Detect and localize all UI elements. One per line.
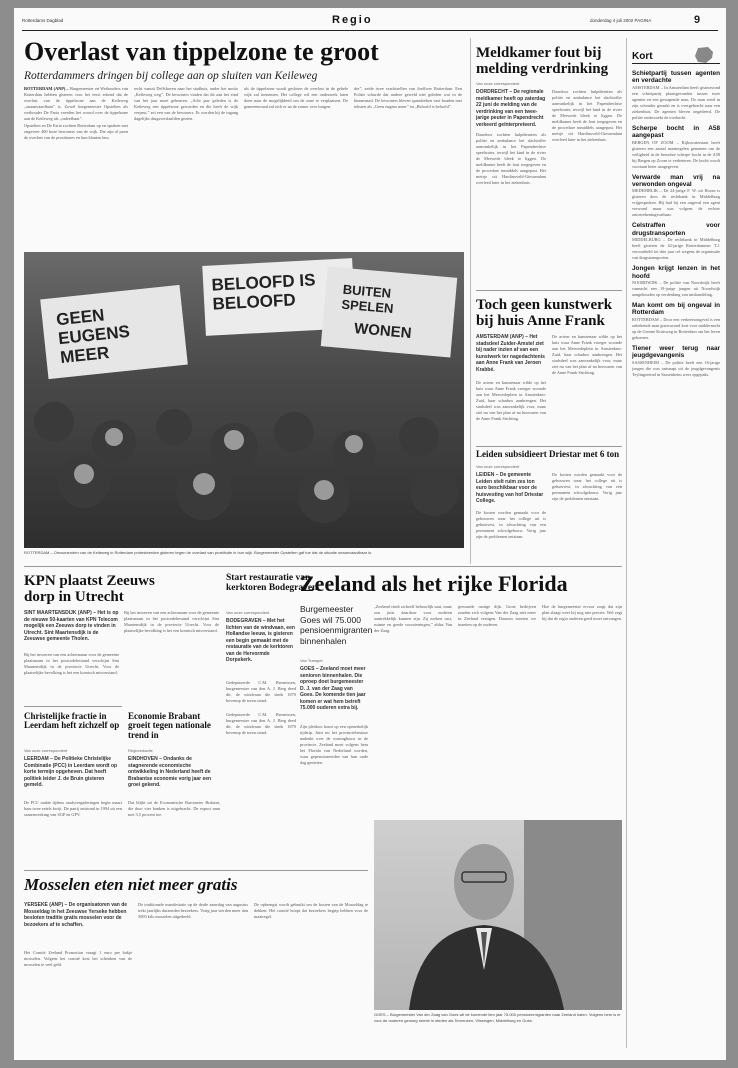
restauratie-headline: Start restauratie van kerktoren Bodegraven (226, 573, 318, 593)
leiden-byline: Van onze correspondent (476, 464, 520, 469)
zeeland-headline: Zeeland als het rijke Florida (300, 571, 568, 596)
page-header (22, 12, 718, 28)
kpn-headline: KPN plaatst Zeeuws dorp in Utrecht (24, 573, 155, 605)
mosselen-col-3: De opbrengst wordt gebruikt om de kosten van de Mosseldag te dekken. Het comité hoopt dat bezoekers begrip hebben voor de maatregel. (254, 902, 368, 919)
photo-caption: ROTTERDAM – Omwonenden van de Keileweg in Rotterdam protesteerden gisteren tegen de overlast van prostitutie in hun wijk. Burgemeester Opstelten gaf toe dat de situatie onaanvaardbaar is. (24, 550, 373, 555)
zeeland-body: Zijn pleidooi komt op een opmerkelijk tijdstip. Juist nu het provinciebestuur nadenkt over de woningbouw in de provincie. Zeeland moet volgens hem het Florida van Nederland worden, waar gepensioneerden van hun oude dag genieten. (300, 724, 368, 765)
restauratie-body-2: Gedeputeerde C.M. Breunissen, burgemeester van den A. J. Berg deed dit, de windvaan die sinds 1870 bovenop de toren stond. (226, 712, 296, 735)
paragraph: Burgemeester en Wethouders van Rotterdam hebben gisteren voor het eerst erkend dat de overlast van de tippelzone aan de Keileweg „onaanvaardbaar” is. Zowel burgemeester Opstelten als wethouder De Faria voerden het woord over de tippelzone aan de Keileweg als „onleefbaar”. (24, 86, 128, 121)
zeeland-lead: GOES – Zeeland moet meer senioren binnenhalen. Die oproep doet burgemeester D. J. van der Zaag van Goes. De komende tien jaar komen er wat hem betreft 75.000 ouderen extra bij. (300, 666, 366, 711)
annefrank-body-2: De acteur en kunstenaar wilde op het huis waar Anne Frank vroeger woonde aan het Merwedeplein in Amsterdam-Zuid, haar schaduw aanbrengen. Het stadsdeel was aanvankelijk voor, maar ziet nu van het plan af na bezwaren van de Anne Frank Stichting. (552, 334, 622, 375)
sign-text-3: GEEN EUGENS MEER (55, 305, 131, 368)
annefrank-lead: AMSTERDAM (ANP) – Het stadsdeel Zuider-Amstel ziet bij nader inzien af van een kunstwerk ter nagedachtenis aan Anne Frank van Jeroen Krabbé. (476, 334, 545, 373)
sign-text-1: BELOOFD IS BELOOFD (211, 270, 316, 314)
annefrank-body: De acteur en kunstenaar wilde op het huis waar Anne Frank vroeger woonde aan het Merwedeplein in Amsterdam-Zuid, haar schaduw aanbrengen. Het stadsdeel was aanvankelijk voor, maar ziet nu van het plan af na bezwaren van de Anne Frank Stichting. (476, 380, 546, 421)
mosselen-headline: Mosselen eten niet meer gratis (24, 875, 238, 894)
leiden-headline: Leiden subsidieert Driestar met 6 ton (476, 449, 620, 459)
kort-item-head: Jongen krijgt lenzen in het hoofd (632, 265, 720, 280)
economie-body: Dat blijkt uit de Economische Barometer Brabant, die door vier banken is uitgebracht. De export nam met 3,5 procent toe. (128, 800, 220, 817)
kort-item-head: Scherpe bocht in A58 aangepast (632, 124, 720, 140)
economie-lead: EINDHOVEN – Ondanks de stagnerende economische ontwikkeling in Nederland heeft de Brabantse economie vorig jaar een groei gekend. (128, 756, 212, 788)
zeeland-col-2: „Zeeland vindt zichzelf behoorlijk saai, maar zou juist daardoor voor ouderen aantrekkelijk kunnen zijn. Zij zoeken rust, ruimte en goede voorzieningen,” aldus Van der Zaag. (374, 604, 452, 633)
mosselen-col-2: De traditionele manifestatie op de derde zaterdag van augustus trekt jaarlijks duizenden bezoekers. Vorig jaar werden meer dan 5000 kilo mosselen uitgedeeld. (138, 902, 248, 919)
paragraph: der”, zeide twee vrachtsellen van Joeffwer Rotterdam. Een Politie schurde dat andere geweld niet geleden wat in de binnenstad. De bewoners bleven spandoeken vast houden met teksten als „Geen eugens meer” en „Beloofd is beloofd”. (354, 86, 462, 109)
column-divider (470, 38, 471, 564)
restauratie-byline: Van onze correspondent (226, 610, 270, 615)
kort-column (632, 66, 720, 1046)
paper-name: Rotterdams Dagblad (22, 18, 64, 23)
economie-byline: Regioredactie (128, 748, 153, 753)
section-rule (24, 566, 622, 567)
kpn-body: Bij het invoeren van een achternaam voor de gemeente plaatsnaam in het postcodebestand verschijnt Sint Maartensdijk in de provincie Utrecht. Voor de plaatselijke bevolking is het een komisch misverstand. (24, 652, 119, 675)
kort-item-head: Verwarde man vrij na verwonden ongeval (632, 173, 720, 189)
netherlands-map-icon (692, 46, 716, 64)
christelijke-body: De PCC raakte tijdens raadsvergaderingen begin maart haar twee zetels kwijt. De partij ontstond in 1994 uit een samenwerking van SGP en GPV. (24, 800, 122, 817)
main-col-3 (244, 86, 348, 246)
protest-photo (24, 252, 464, 548)
zeeland-subhead: Burgemeester Goes wil 75.000 pensioenmigranten binnenhalen (300, 604, 373, 646)
leiden-body-2: De kosten worden gemaakt voor de gebouwen waar het college uit is gehuisvest, in afwachting van een permanent schoolgebouw. Vorig jaar zijn de problemen ontstaan. (552, 472, 622, 501)
leiden-body: De kosten worden gemaakt voor de gebouwen waar het college uit is gehuisvest, in afwachting van een permanent schoolgebouw. Vorig jaar zijn de problemen ontstaan. (476, 510, 546, 539)
restauratie-lead: BODEGRAVEN – Met het lichten van de windvaan, een Hollandse leeuw, is gisteren een begin gemaakt met de restauratie van de kerktoren van de Hervormde Dorpskerk. (226, 618, 295, 663)
mosselen-body: Het Comité Zeeland Promotion vraagt 1 euro per bakje mosselen. Volgens het comité kost het schenken van de mosselen te veel geld. (24, 950, 132, 967)
christelijke-headline: Christelijke fractie in Leerdam heft zichzelf op (24, 711, 120, 731)
kort-item-text: NOORDWIJK – De politie van Noordwijk heeft vannacht een 19-jarige jongen uit Noordwijk aangehouden op verdenking van mishandeling. (632, 280, 720, 298)
newspaper-page (14, 8, 726, 1060)
article-rule (476, 446, 622, 447)
kort-header (632, 46, 720, 64)
kort-title: Kort (632, 51, 653, 62)
meldkamer-byline: Van onze correspondent (476, 81, 520, 86)
article-rule (476, 290, 622, 291)
dateline: ROTTERDAM (ANP) – (24, 86, 69, 91)
meldkamer-lead: DORDRECHT – De regionale meldkamer heeft op zaterdag 22 juni de melding van de verdrinking van een twee-jarige peuter in Papendrecht verkeerd geïnterpreteerd. (476, 89, 546, 128)
main-col-1 (24, 86, 128, 246)
date-page: donderdag 4 juli 2002 PAGINA (590, 18, 652, 23)
kort-item-text: SASSENHEIM – De politie heeft een 16-jarige jongen die was ontsnapt uit de jeugdgevangenis Teylingereind in Sassenheim weer opgepakt. (632, 359, 720, 377)
kort-item-head: Celstraffen voor drugstransporten (632, 222, 720, 237)
sign-text-2: BUITEN SPELEN (340, 281, 395, 317)
christelijke-lead: LEERDAM – De Politieke Christelijke Combinatie (PCC) in Leerdam wordt op korte termijn opgeheven. Dat heeft politiek leider J. de Bruin gisteren gemeld. (24, 756, 118, 788)
economie-headline: Economie Brabant groeit tegen nationale trend in (128, 711, 211, 740)
section-title: Regio (332, 14, 373, 26)
main-subhead: Rotterdammers dringen bij college aan op sluiten van Keileweg (24, 70, 318, 82)
kort-item-head: Tiener weer terug naar jeugdgevangenis (632, 344, 720, 360)
meldkamer-headline: Meldkamer fout bij melding verdrinking (476, 45, 609, 77)
restauratie-body: Gedeputeerde C.M. Breunissen, burgemeester van den A. J. Berg deed dit, de windvaan die sinds 1870 bovenop de toren stond. (226, 680, 296, 703)
article-rule (24, 706, 122, 707)
main-col-4 (354, 86, 462, 246)
meldkamer-body-2 (552, 89, 622, 282)
kort-item-text: ROTTERDAM – Door een verkeersongeval is een onbekende man gisteravond kort voor middernacht op de Groene Kruisweg in Rotterdam om het leven gekomen. (632, 316, 720, 340)
zeeland-col-3: gewaarde rustige dijk. Grote bedrijven zouden zich volgens Van der Zaag niet meer in Zeeland vestigen. Daarom moeten we inzetten op de ouderen. (458, 604, 536, 627)
main-col-2 (134, 86, 238, 246)
sign-text-4: WONEN (353, 320, 413, 343)
kort-item-text: BERGEN OP ZOOM – Rijkswaterstaat heeft gisteren een aantal maatregelen genomen om de veiligheid in de beruchte scherpe bocht in de A58 bij Bergen op Zoom te verbeteren. De bocht wordt voortaan beter aangegeven. (632, 139, 720, 169)
mayor-photo-graphic (374, 820, 622, 1010)
kpn-lead: SINT MAARTENSDIJK (ANP) – Het is op de nieuwe 50-kaarten van KPN Telecom mogelijk een Zeeuws dorp te vinden in Utrecht. Sint Maartensdijk is de Zeeuwse gemeente Tholen. (24, 610, 119, 642)
column-divider (626, 38, 627, 1048)
header-rule (22, 30, 718, 31)
paragraph: recht vanuit Delfshaven naar het stadhuis, onder het motto „Keileweg weg”. De bewoners vinden dat dit aan het eind van het jaar moet gebeuren. „Acht jaar geleden is de Keileweg een tippelzone geworden en die heeft de wijk verpest,” zei een van de bewoners. Er worden bij de ingang dagelijks drugsverslaafden gezien. (134, 86, 238, 121)
page-number: 9 (694, 14, 701, 26)
mayor-photo (374, 820, 622, 1010)
mosselen-lead: YERSEKE (ANP) – De organisatoren van de Mosseldag in het Zeeuwse Yerseke hebben besloten traditie gratis mosselen voor de bezoekers af te schaffen. (24, 902, 128, 928)
paragraph: Daardoor zochten hulpdiensten als politie en ambulance het slachtoffer aanvankelijk in het Papendrechtse speelwater, terwijl het kind in de rivier de Merwede bleek te liggen. De meldkamer heeft de fout toegegeven en de procedure inmiddels aangepast. Het meisje uit Hardinxveld-Giessendam overleed later in het ziekenhuis. (552, 89, 622, 142)
article-rule (24, 870, 368, 871)
kpn-body-2: Bij het invoeren van een achternaam voor de gemeente plaatsnaam in het postcodebestand verschijnt Sint Maartensdijk in de provincie Utrecht. Voor de plaatselijke bevolking is het een komisch misverstand. (124, 610, 219, 633)
kort-item-text: AMSTERDAM – In Amsterdam heeft gisteravond een schietpartij plaatsgevonden tussen twee agenten en een gewapende man. De man werd in zijn schouder geraakt en is overgebracht naar een ziekenhuis. De agenten bleven ongedeerd. De politie onderzoekt de toedracht. (632, 84, 720, 120)
kort-item-head: Man komt om bij ongeval in Rotterdam (632, 302, 720, 317)
kort-item-head: Schietpartij tussen agenten en verdachte (632, 70, 720, 85)
zeeland-col-4: Hoe de burgemeester ervoor zorgt dat zijn plan slaagt weet hij nog niet precies. Wel zegt hij dat de regio ouderen goed moet ontvangen. (542, 604, 622, 621)
christelijke-byline: Van onze correspondent (24, 748, 68, 753)
paragraph: Opstelten en De Faria zochten Rotterdam op en spraken met ongeveer 400 boze bewoners van de wijk. Die zijn al jaren de overlast van de prostituees en hun klanten beu. (24, 123, 128, 140)
meldkamer-body: Daardoor zochten hulpdiensten als politie en ambulance het slachtoffer aanvankelijk in het Papendrechtse speelwater, terwijl het kind in de rivier de Merwede bleek te liggen. De meldkamer heeft de fout toegegeven en de procedure inmiddels aangepast. Het meisje uit Hardinxveld-Giessendam overleed later in het ziekenhuis. (476, 132, 546, 185)
kort-item-text: MIDDELBURG – De rechtbank in Middelburg heeft gisteren de 42-jarige Rotterdammer T.J. veroordeeld tot drie jaar cel wegens de organisatie van drugstransporten. (632, 237, 720, 261)
kort-item-text: MEDEMBLIK – De 24-jarige F. W. uit Hoorn is gisteren door de rechtbank in Middelburg vrijgesproken. Hij had bij een ongeval een agent verwond maar was volgens de rechter ontoerekeningsvatbaar. (632, 188, 720, 218)
main-headline: Overlast van tippelzone te groot (24, 37, 379, 66)
zeeland-byline: Van Trampet (300, 658, 323, 663)
mayor-photo-caption: GOES – Burgemeester Van der Zaag van Goes wil de komende tien jaar 75.000 pensioenmigranten naar Zeeland halen. Volgens hem is er voor de ouderen genoeg ruimte in steden als Terneuzen, Vlissingen, Middelburg en Goes. (374, 1012, 621, 1023)
leiden-lead: LEIDEN – De gemeente Leiden stelt ruim zes ton euro beschikbaar voor de huisvesting van hof Driestar College. (476, 472, 544, 504)
paragraph: als de tippelzone wordt gesloten de overlast in de gehele wijk zal toenemen. Het college wil een onderzoek laten doen naar de mogelijkheid om de zone te verplaatsen. De gemeenteraad zal zich er na de zomer over buigen. (244, 86, 348, 109)
annefrank-headline: Toch geen kunstwerk bij huis Anne Frank (476, 297, 613, 329)
